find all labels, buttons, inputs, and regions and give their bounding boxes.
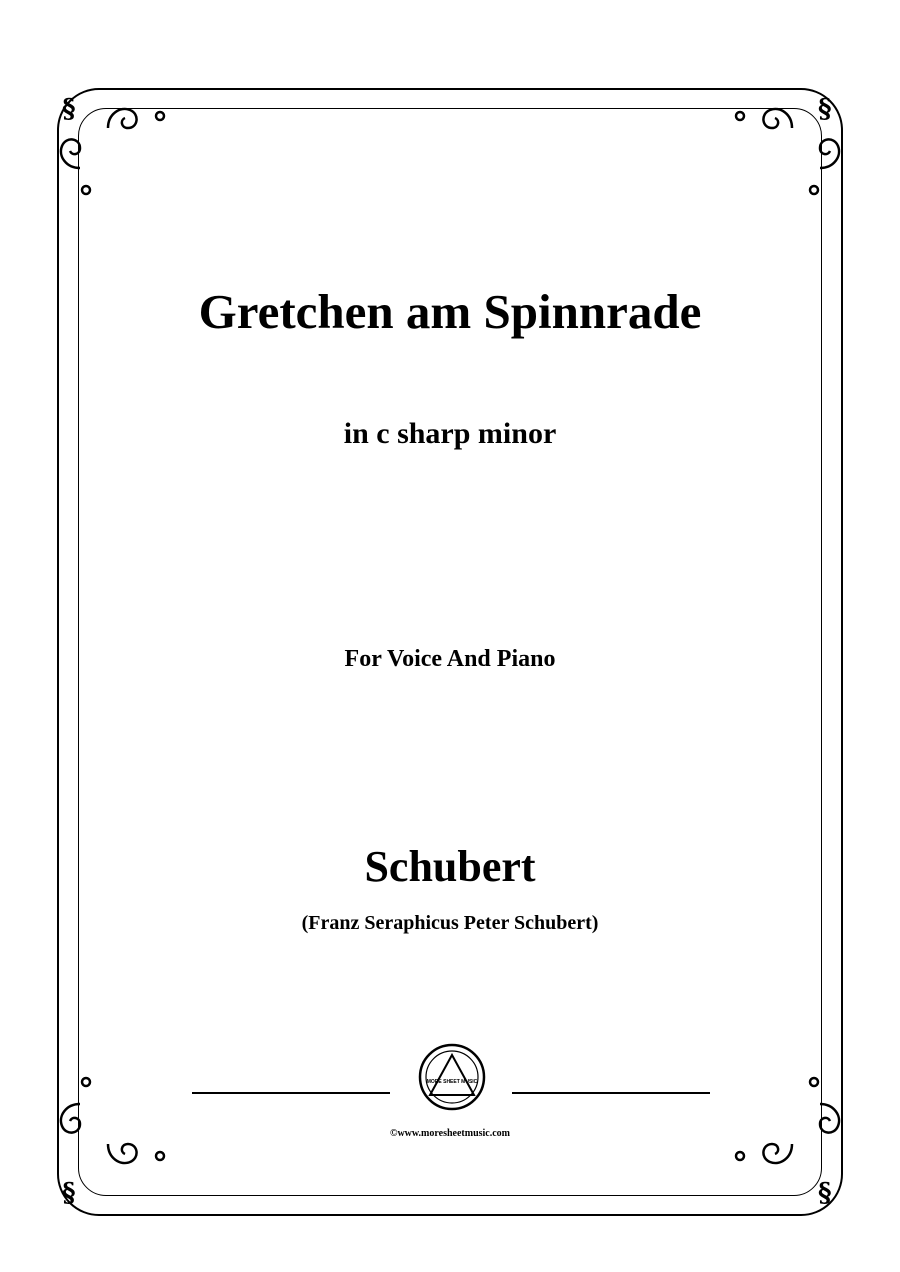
key-subtitle: in c sharp minor [343,417,557,450]
divider-right [512,1092,710,1094]
section-sign-icon-top-right: § [818,94,832,124]
instrumentation-label: For Voice And Piano [344,646,556,672]
scroll-ornament-top-left-2 [61,139,80,168]
piece-title: Gretchen am Spinnrade [198,284,702,339]
scroll-ornament-bottom-left-1 [108,1144,137,1163]
scroll-ornament-top-left-1 [108,109,137,128]
section-sign-icon-bottom-left: § [62,1178,76,1208]
divider-left [192,1092,390,1094]
scroll-ornament-top-right-1 [763,109,792,128]
scroll-ornament-bottom-right-1 [763,1144,792,1163]
scroll-ornament-top-right-2 [820,139,839,168]
section-sign-icon-top-left: § [62,94,76,124]
composer-name: Schubert [364,842,536,891]
composer-full-name: (Franz Seraphicus Peter Schubert) [301,912,599,934]
copyright-notice: ©www.moresheetmusic.com [389,1128,511,1139]
svg-text:MORE SHEET MUSIC: MORE SHEET MUSIC [426,1079,478,1085]
publisher-seal-logo [418,1043,486,1111]
section-sign-icon-bottom-right: § [818,1178,832,1208]
